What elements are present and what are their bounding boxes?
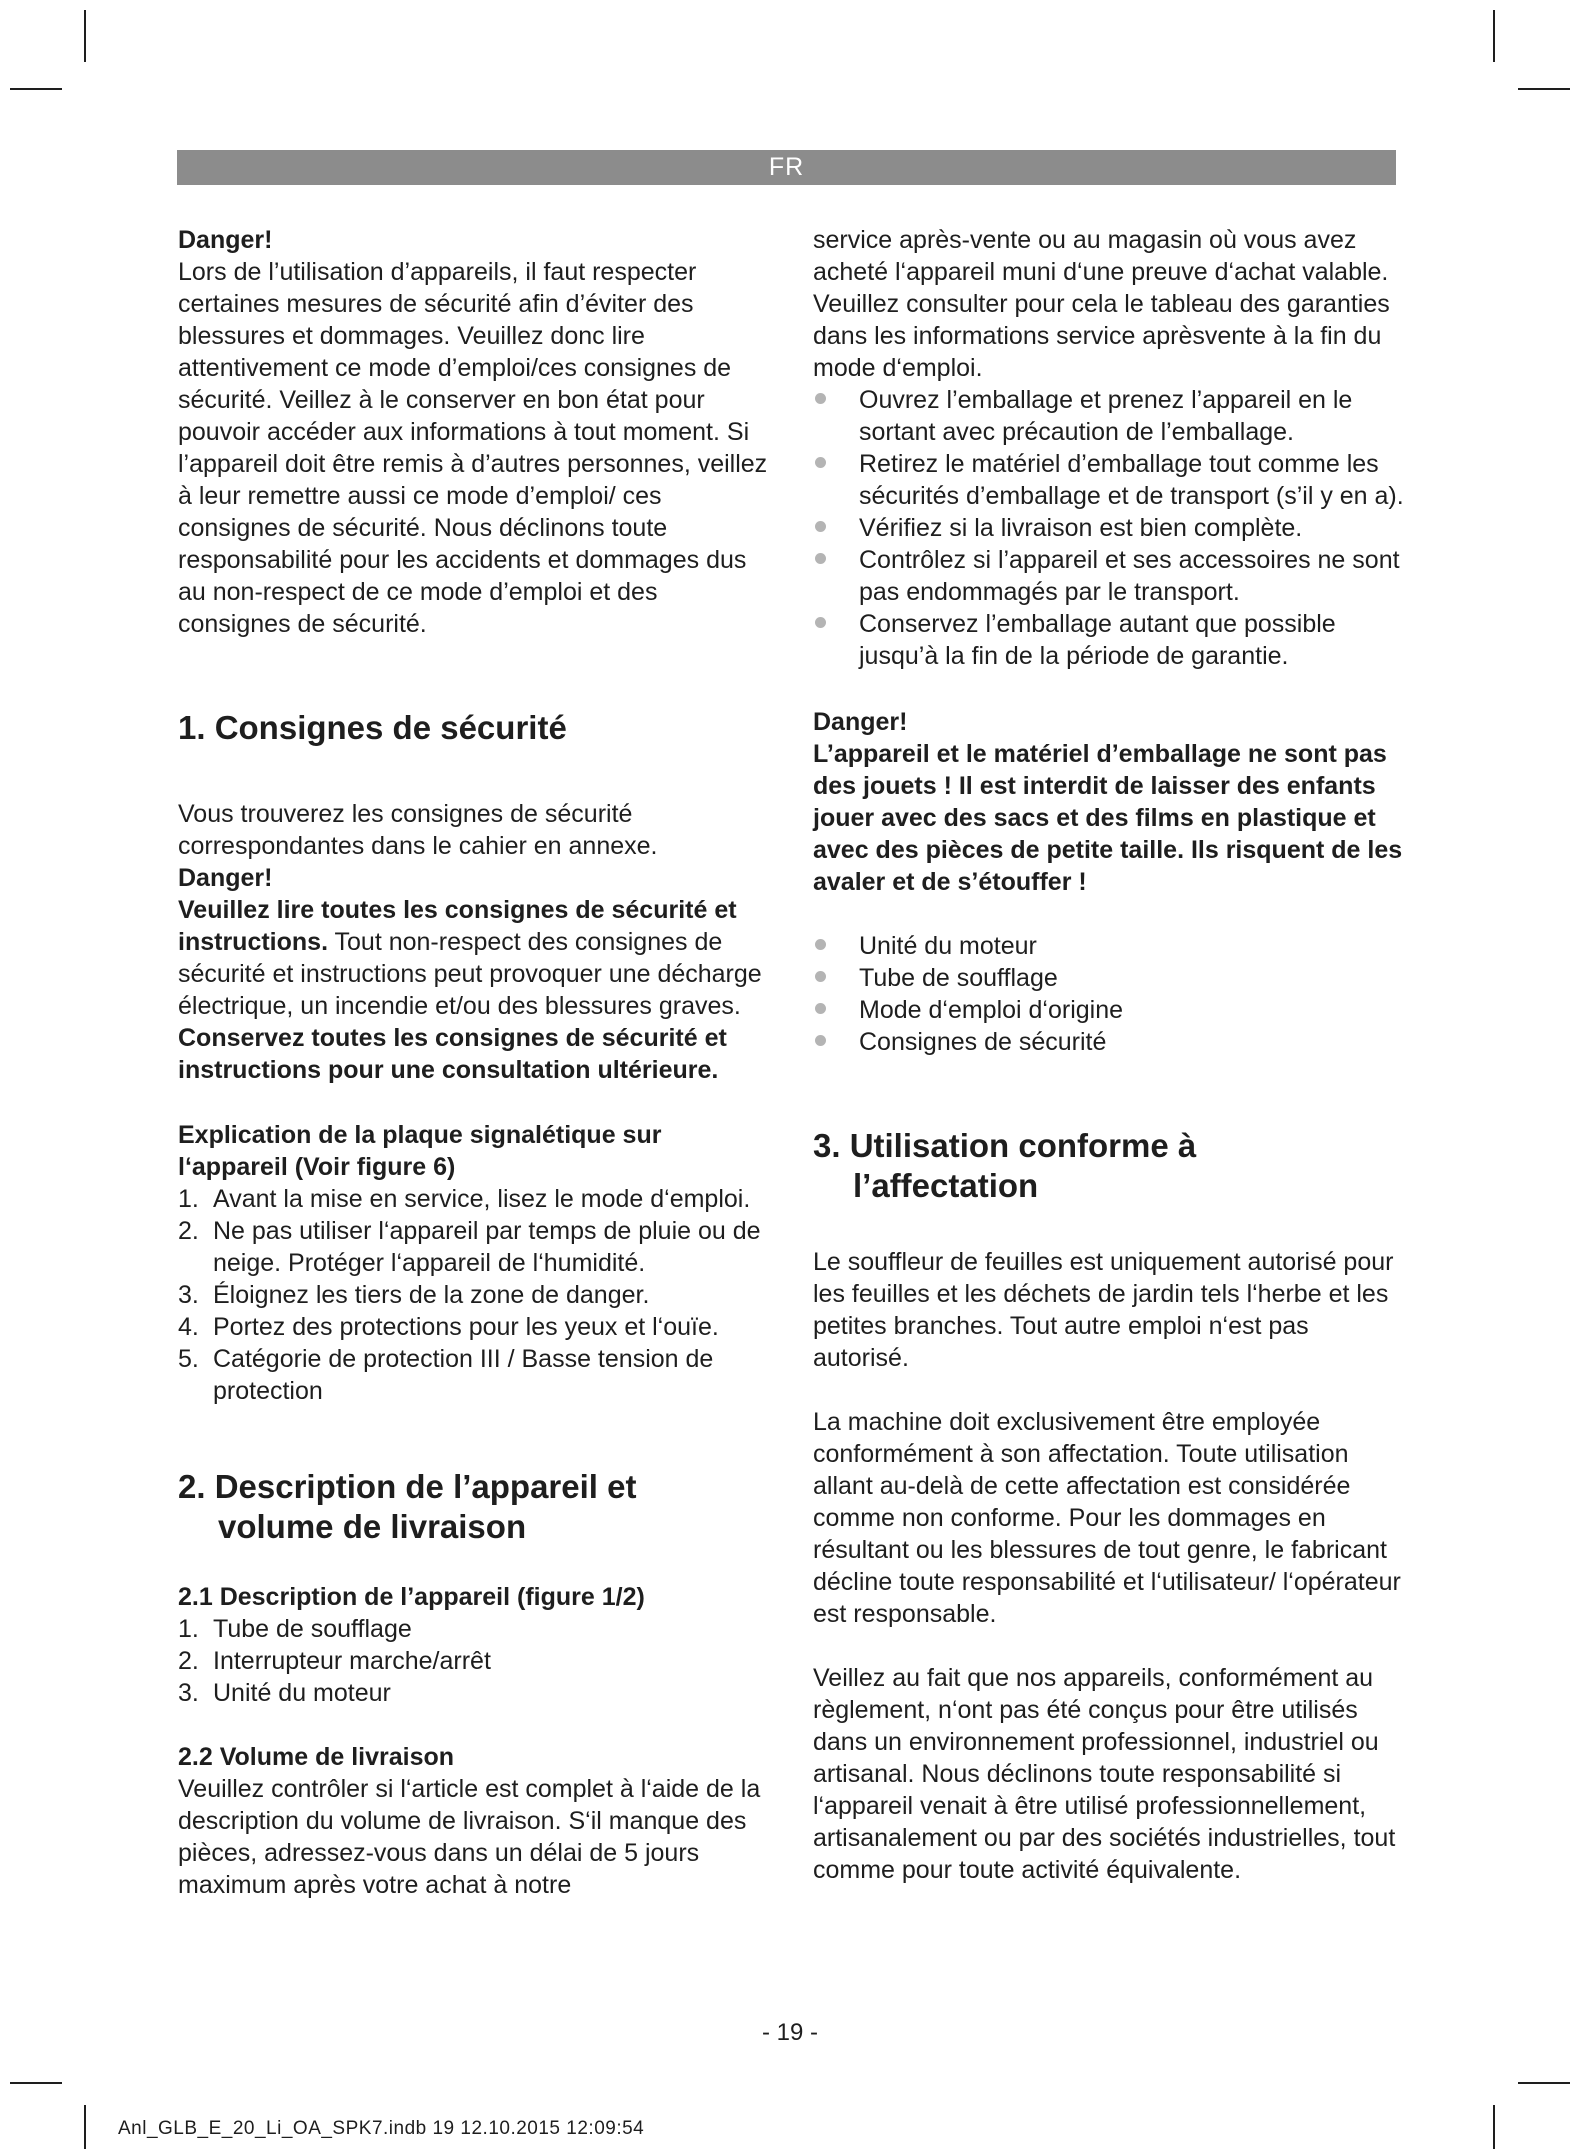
list-item: 2. Ne pas utiliser l‘appareil par temps de pluie ou de neige. Protéger l‘appareil de l‘humidité. [178, 1217, 761, 1277]
bullet-icon [815, 939, 826, 950]
section-3-title: 3. Utilisation conforme à l’affectation [813, 1127, 1197, 1204]
print-file-info: Anl_GLB_E_20_Li_OA_SPK7.indb 19 12.10.2015 12:09:54 [118, 2118, 645, 2139]
bullet-icon [815, 617, 826, 628]
section-2-1-title: 2.1 Description de l’appareil (figure 1/2) [178, 1583, 645, 1611]
rating-plate-title: Explication de la plaque signalétique sur l‘appareil (Voir figure 6) [178, 1121, 662, 1181]
crop-mark [1518, 2082, 1570, 2084]
crop-mark [84, 2105, 86, 2149]
continued-paragraph: service après-vente ou au magasin où vous avez acheté l‘appareil muni d‘une preuve d‘achat valable. Veuillez consulter pour cela le tableau des garanties dans les informations service aprèsvente à la fin du mode d‘emploi. [813, 226, 1390, 382]
bullet-icon [815, 393, 826, 404]
device-parts-list [178, 1613, 768, 1709]
section-2-2-title: 2.2 Volume de livraison [178, 1743, 455, 1771]
unpacking-checklist [813, 384, 1408, 672]
list-item: 2. Interrupteur marche/arrêt [178, 1647, 491, 1675]
section-1-text: Vous trouverez les consignes de sécurité correspondantes dans le cahier en annexe. [178, 800, 658, 860]
list-item: 5. Catégorie de protection III / Basse tension de protection [178, 1345, 714, 1405]
intro-danger-title: Danger! [178, 226, 273, 254]
section-1-title: 1. Consignes de sécurité [178, 709, 567, 746]
section-2-2-text: Veuillez contrôler si l‘article est complet à l‘aide de la description du volume de livraison. S‘il manque des pièces, adressez-vous dans un délai de 5 jours maximum après votre achat à notre [178, 1775, 761, 1899]
rating-plate-list [178, 1183, 768, 1407]
section-3-paragraph-1: Le souffleur de feuilles est uniquement autorisé pour les feuilles et les déchets de jardin tels l‘herbe et les petites branches. Tout autre emploi n‘est pas autorisé. [813, 1248, 1394, 1372]
section-1-warning-text: Tout non-respect des consignes de sécurité et instructions peut provoquer une décharge électrique, un incendie et/ou des blessures graves. [178, 928, 762, 1020]
crop-mark [1493, 2105, 1495, 2149]
list-item: Unité du moteur [813, 930, 1408, 962]
section-3-paragraph-2: La machine doit exclusivement être employée conformément à son affectation. Toute utilisation allant au-delà de cette affectation est considérée comme non conforme. Pour les dommages en résultant ou les blessures de tout genre, le fabricant décline toute responsabilité et l‘utilisateur/ l‘opérateur est responsable. [813, 1408, 1401, 1628]
bullet-icon [815, 971, 826, 982]
delivery-contents-list [813, 930, 1408, 1058]
section-1-keep-instructions: Conservez toutes les consignes de sécurité et instructions pour une consultation ultérieure. [178, 1024, 727, 1084]
bullet-icon [815, 1003, 826, 1014]
bullet-icon [815, 1035, 826, 1046]
list-item: 3. Unité du moteur [178, 1679, 391, 1707]
list-item: Mode d‘emploi d‘origine [813, 994, 1408, 1026]
packaging-danger-text: L’appareil et le matériel d’emballage ne sont pas des jouets ! Il est interdit de laisser des enfants jouer avec des sacs et des films en plastique et avec des pièces de petite taille. Ils risquent de les avaler et de s’étouffer ! [813, 740, 1403, 896]
list-item: 4. Portez des protections pour les yeux et l‘ouïe. [178, 1313, 719, 1341]
page-number: - 19 - [761, 2019, 818, 2046]
section-1-instructions [178, 894, 768, 1022]
list-item: 1. Avant la mise en service, lisez le mode d‘emploi. [178, 1185, 751, 1213]
crop-mark [10, 88, 62, 90]
left-column [178, 224, 768, 1901]
list-item: Contrôlez si l’appareil et ses accessoires ne sont pas endommagés par le transport. [813, 544, 1408, 608]
language-header: FR [177, 150, 1396, 185]
section-1-danger: Danger! [178, 864, 273, 892]
list-item: Ouvrez l’emballage et prenez l’appareil en le sortant avec précaution de l’emballage. [813, 384, 1408, 448]
list-item: Vérifiez si la livraison est bien complète. [813, 512, 1408, 544]
list-item: Tube de soufflage [813, 962, 1408, 994]
crop-mark [1518, 88, 1570, 90]
bullet-icon [815, 521, 826, 532]
list-item: Conservez l’emballage autant que possible jusqu’à la fin de la période de garantie. [813, 608, 1408, 672]
intro-paragraph: Lors de l’utilisation d’appareils, il faut respecter certaines mesures de sécurité afin d’éviter des blessures et dommages. Veuillez donc lire attentivement ce mode d’emploi/ces consignes de sécurité. Veillez à le conserver en bon état pour pouvoir accéder aux informations à tout moment. Si l’appareil doit être remis à d’autres personnes, veillez à leur remettre aussi ce mode d’emploi/ ces consignes de sécurité. Nous déclinons toute responsabilité pour les accidents et dommages dus au non-respect de ce mode d’emploi et des consignes de sécurité. [178, 258, 768, 638]
crop-mark [84, 10, 86, 62]
list-item: Consignes de sécurité [813, 1026, 1408, 1058]
list-item: Retirez le matériel d’emballage tout comme les sécurités d’emballage et de transport (s’il y en a). [813, 448, 1408, 512]
bullet-icon [815, 553, 826, 564]
section-3-paragraph-3: Veillez au fait que nos appareils, conformément au règlement, n‘ont pas été conçus pour être utilisés dans un environnement professionnel, industriel ou artisanal. Nous déclinons toute responsabilité si l‘appareil venait à être utilisé professionnellement, artisanalement ou par des sociétés industrielles, tout comme pour toute activité équivalente. [813, 1664, 1396, 1884]
right-column [813, 224, 1408, 1886]
section-2-title: 2. Description de l’appareil et volume de livraison [178, 1468, 637, 1545]
crop-mark [10, 2082, 62, 2084]
packaging-danger-title: Danger! [813, 708, 908, 736]
section-1-bold-instructions: Veuillez lire toutes les consignes de sécurité et instructions. [178, 896, 737, 956]
crop-mark [1493, 10, 1495, 62]
list-item: 3. Éloignez les tiers de la zone de danger. [178, 1281, 650, 1309]
list-item: 1. Tube de soufflage [178, 1615, 412, 1643]
bullet-icon [815, 457, 826, 468]
